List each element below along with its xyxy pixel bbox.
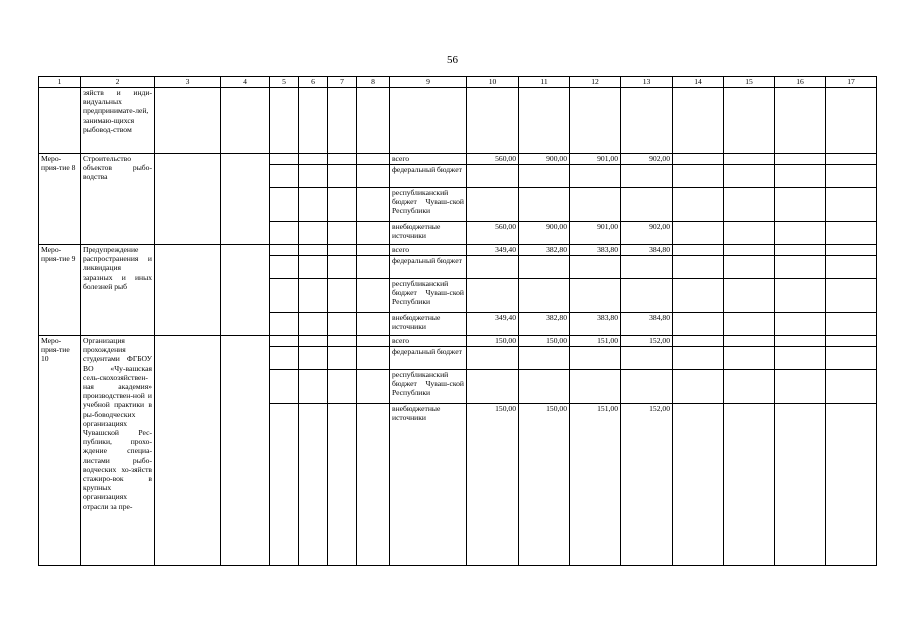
col8-cell	[357, 404, 390, 566]
event-title: Организация прохождения студентами ФГБОУ ВО «Чу-вашская сель-скохозяйствен-ная академия» производствен-ной и учебной практики в ры-боводческих организациях Чувашской Рес-публики, прохо-ждение специа-листами рыбо-водческих хо-зяйств стажиро-вок в крупных организациях отрасли за пре-	[81, 336, 155, 566]
continuation-text: зяйств и инди-видуальных предпринимате-лей, занимаю-щихся рыбовод-ством	[81, 88, 155, 154]
amount-cell: 383,80	[570, 313, 621, 336]
funding-source: всего	[390, 245, 467, 256]
amount-cell: 900,00	[519, 222, 570, 245]
col5-cell	[270, 245, 299, 256]
amount-cell: 901,00	[570, 154, 621, 165]
amount-cell	[621, 347, 673, 370]
amount-cell: 383,80	[570, 245, 621, 256]
empty-cell	[299, 88, 328, 154]
empty-cell	[775, 347, 826, 370]
amount-cell	[467, 279, 519, 313]
empty-cell	[826, 154, 877, 165]
empty-cell	[724, 222, 775, 245]
empty-cell	[673, 188, 724, 222]
page-number: 56	[447, 54, 458, 66]
col6-cell	[299, 256, 328, 279]
col8-cell	[357, 165, 390, 188]
col7-cell	[328, 336, 357, 347]
amount-cell	[467, 165, 519, 188]
col7-cell	[328, 313, 357, 336]
empty-cell	[775, 222, 826, 245]
empty-cell	[570, 88, 621, 154]
empty-cell	[390, 88, 467, 154]
empty-cell	[775, 313, 826, 336]
amount-cell: 152,00	[621, 336, 673, 347]
empty-cell	[775, 88, 826, 154]
amount-cell: 902,00	[621, 222, 673, 245]
empty-cell	[673, 404, 724, 566]
funding-source: федеральный бюджет	[390, 256, 467, 279]
amount-cell	[570, 279, 621, 313]
col5-cell	[270, 404, 299, 566]
empty-cell	[724, 370, 775, 404]
col8-cell	[357, 222, 390, 245]
amount-cell: 384,80	[621, 313, 673, 336]
event-title: Предупреждение распространения и ликвидация заразных и иных болезней рыб	[81, 245, 155, 336]
col7-cell	[328, 165, 357, 188]
amount-cell	[467, 256, 519, 279]
col7-cell	[328, 347, 357, 370]
funding-source: всего	[390, 154, 467, 165]
amount-cell	[467, 370, 519, 404]
event-title: Строительство объектов рыбо-водства	[81, 154, 155, 245]
header-cell: 10	[467, 77, 519, 88]
col5-cell	[270, 165, 299, 188]
amount-cell: 150,00	[467, 336, 519, 347]
amount-cell: 382,80	[519, 245, 570, 256]
amount-cell	[621, 279, 673, 313]
empty-cell	[673, 88, 724, 154]
col8-cell	[357, 245, 390, 256]
empty-cell	[826, 88, 877, 154]
col5-cell	[270, 154, 299, 165]
empty-cell	[826, 404, 877, 566]
empty-cell	[826, 188, 877, 222]
empty-cell	[775, 404, 826, 566]
col4-cell	[221, 336, 270, 566]
empty-cell	[775, 245, 826, 256]
amount-cell	[570, 188, 621, 222]
col6-cell	[299, 404, 328, 566]
amount-cell	[519, 279, 570, 313]
col8-cell	[357, 313, 390, 336]
col8-cell	[357, 279, 390, 313]
empty-cell	[775, 256, 826, 279]
empty-cell	[826, 370, 877, 404]
empty-cell	[39, 88, 81, 154]
funding-source: внебюджетные источники	[390, 404, 467, 566]
header-cell: 17	[826, 77, 877, 88]
amount-cell: 560,00	[467, 154, 519, 165]
amount-cell: 349,40	[467, 313, 519, 336]
empty-cell	[357, 88, 390, 154]
empty-cell	[221, 88, 270, 154]
amount-cell	[570, 256, 621, 279]
empty-cell	[724, 245, 775, 256]
empty-cell	[724, 279, 775, 313]
empty-cell	[724, 313, 775, 336]
col6-cell	[299, 154, 328, 165]
col7-cell	[328, 222, 357, 245]
header-cell: 6	[299, 77, 328, 88]
empty-cell	[775, 188, 826, 222]
amount-cell: 901,00	[570, 222, 621, 245]
empty-cell	[775, 370, 826, 404]
empty-cell	[724, 188, 775, 222]
col6-cell	[299, 370, 328, 404]
amount-cell	[570, 347, 621, 370]
col5-cell	[270, 222, 299, 245]
col6-cell	[299, 336, 328, 347]
empty-cell	[826, 347, 877, 370]
col7-cell	[328, 154, 357, 165]
empty-cell	[724, 165, 775, 188]
col8-cell	[357, 154, 390, 165]
empty-cell	[673, 165, 724, 188]
header-cell: 2	[81, 77, 155, 88]
empty-cell	[775, 279, 826, 313]
empty-cell	[775, 154, 826, 165]
header-cell: 3	[155, 77, 221, 88]
empty-cell	[724, 154, 775, 165]
empty-cell	[724, 256, 775, 279]
col7-cell	[328, 256, 357, 279]
amount-cell: 150,00	[519, 336, 570, 347]
amount-cell: 150,00	[519, 404, 570, 566]
empty-cell	[155, 88, 221, 154]
col8-cell	[357, 336, 390, 347]
empty-cell	[673, 370, 724, 404]
funding-source: республиканский бюджет Чуваш-ской Республики	[390, 188, 467, 222]
col8-cell	[357, 347, 390, 370]
col8-cell	[357, 370, 390, 404]
col7-cell	[328, 279, 357, 313]
empty-cell	[328, 88, 357, 154]
amount-cell	[621, 370, 673, 404]
col3-cell	[155, 336, 221, 566]
col6-cell	[299, 245, 328, 256]
empty-cell	[673, 154, 724, 165]
funding-source: всего	[390, 336, 467, 347]
amount-cell: 150,00	[467, 404, 519, 566]
table-row	[39, 245, 877, 256]
table-row	[39, 336, 877, 347]
empty-cell	[467, 88, 519, 154]
amount-cell: 560,00	[467, 222, 519, 245]
empty-cell	[826, 256, 877, 279]
event-label: Меро-прия-тие 10	[39, 336, 81, 566]
col8-cell	[357, 256, 390, 279]
col5-cell	[270, 313, 299, 336]
empty-cell	[724, 88, 775, 154]
empty-cell	[826, 279, 877, 313]
empty-cell	[673, 279, 724, 313]
amount-cell: 384,80	[621, 245, 673, 256]
event-label: Меро-прия-тие 9	[39, 245, 81, 336]
amount-cell	[621, 256, 673, 279]
empty-cell	[826, 313, 877, 336]
col7-cell	[328, 370, 357, 404]
funding-source: федеральный бюджет	[390, 347, 467, 370]
header-cell: 12	[570, 77, 621, 88]
col6-cell	[299, 222, 328, 245]
amount-cell: 151,00	[570, 336, 621, 347]
header-cell: 11	[519, 77, 570, 88]
col7-cell	[328, 245, 357, 256]
col5-cell	[270, 188, 299, 222]
empty-cell	[826, 222, 877, 245]
col5-cell	[270, 279, 299, 313]
col6-cell	[299, 313, 328, 336]
col7-cell	[328, 188, 357, 222]
funding-source: внебюджетные источники	[390, 313, 467, 336]
empty-cell	[519, 88, 570, 154]
header-cell: 7	[328, 77, 357, 88]
col5-cell	[270, 256, 299, 279]
header-cell: 8	[357, 77, 390, 88]
header-cell: 14	[673, 77, 724, 88]
header-row	[39, 77, 877, 88]
amount-cell	[621, 165, 673, 188]
budget-table	[38, 76, 877, 566]
header-cell: 15	[724, 77, 775, 88]
empty-cell	[826, 245, 877, 256]
amount-cell	[519, 347, 570, 370]
col6-cell	[299, 165, 328, 188]
amount-cell	[519, 256, 570, 279]
header-cell: 4	[221, 77, 270, 88]
amount-cell: 151,00	[570, 404, 621, 566]
empty-cell	[621, 88, 673, 154]
amount-cell: 152,00	[621, 404, 673, 566]
header-cell: 5	[270, 77, 299, 88]
col7-cell	[328, 404, 357, 566]
header-cell: 9	[390, 77, 467, 88]
amount-cell	[467, 188, 519, 222]
funding-source: федеральный бюджет	[390, 165, 467, 188]
empty-cell	[673, 336, 724, 347]
col4-cell	[221, 154, 270, 245]
amount-cell: 349,40	[467, 245, 519, 256]
empty-cell	[673, 347, 724, 370]
col8-cell	[357, 188, 390, 222]
funding-source: республиканский бюджет Чуваш-ской Республики	[390, 279, 467, 313]
amount-cell	[570, 370, 621, 404]
empty-cell	[826, 336, 877, 347]
funding-source: республиканский бюджет Чуваш-ской Республики	[390, 370, 467, 404]
empty-cell	[673, 245, 724, 256]
amount-cell	[519, 188, 570, 222]
col5-cell	[270, 347, 299, 370]
col3-cell	[155, 245, 221, 336]
col3-cell	[155, 154, 221, 245]
header-cell: 16	[775, 77, 826, 88]
col6-cell	[299, 279, 328, 313]
col5-cell	[270, 336, 299, 347]
amount-cell: 900,00	[519, 154, 570, 165]
empty-cell	[673, 222, 724, 245]
amount-cell	[519, 370, 570, 404]
header-cell: 13	[621, 77, 673, 88]
col6-cell	[299, 188, 328, 222]
amount-cell	[570, 165, 621, 188]
amount-cell	[519, 165, 570, 188]
col5-cell	[270, 370, 299, 404]
empty-cell	[724, 336, 775, 347]
header-cell: 1	[39, 77, 81, 88]
empty-cell	[775, 165, 826, 188]
col4-cell	[221, 245, 270, 336]
continuation-row	[39, 88, 877, 154]
col6-cell	[299, 347, 328, 370]
event-label: Меро-прия-тие 8	[39, 154, 81, 245]
amount-cell	[467, 347, 519, 370]
amount-cell: 902,00	[621, 154, 673, 165]
funding-source: внебюджетные источники	[390, 222, 467, 245]
empty-cell	[270, 88, 299, 154]
empty-cell	[673, 256, 724, 279]
empty-cell	[673, 313, 724, 336]
amount-cell	[621, 188, 673, 222]
empty-cell	[724, 404, 775, 566]
amount-cell: 382,80	[519, 313, 570, 336]
empty-cell	[826, 165, 877, 188]
empty-cell	[724, 347, 775, 370]
table-row	[39, 154, 877, 165]
empty-cell	[775, 336, 826, 347]
